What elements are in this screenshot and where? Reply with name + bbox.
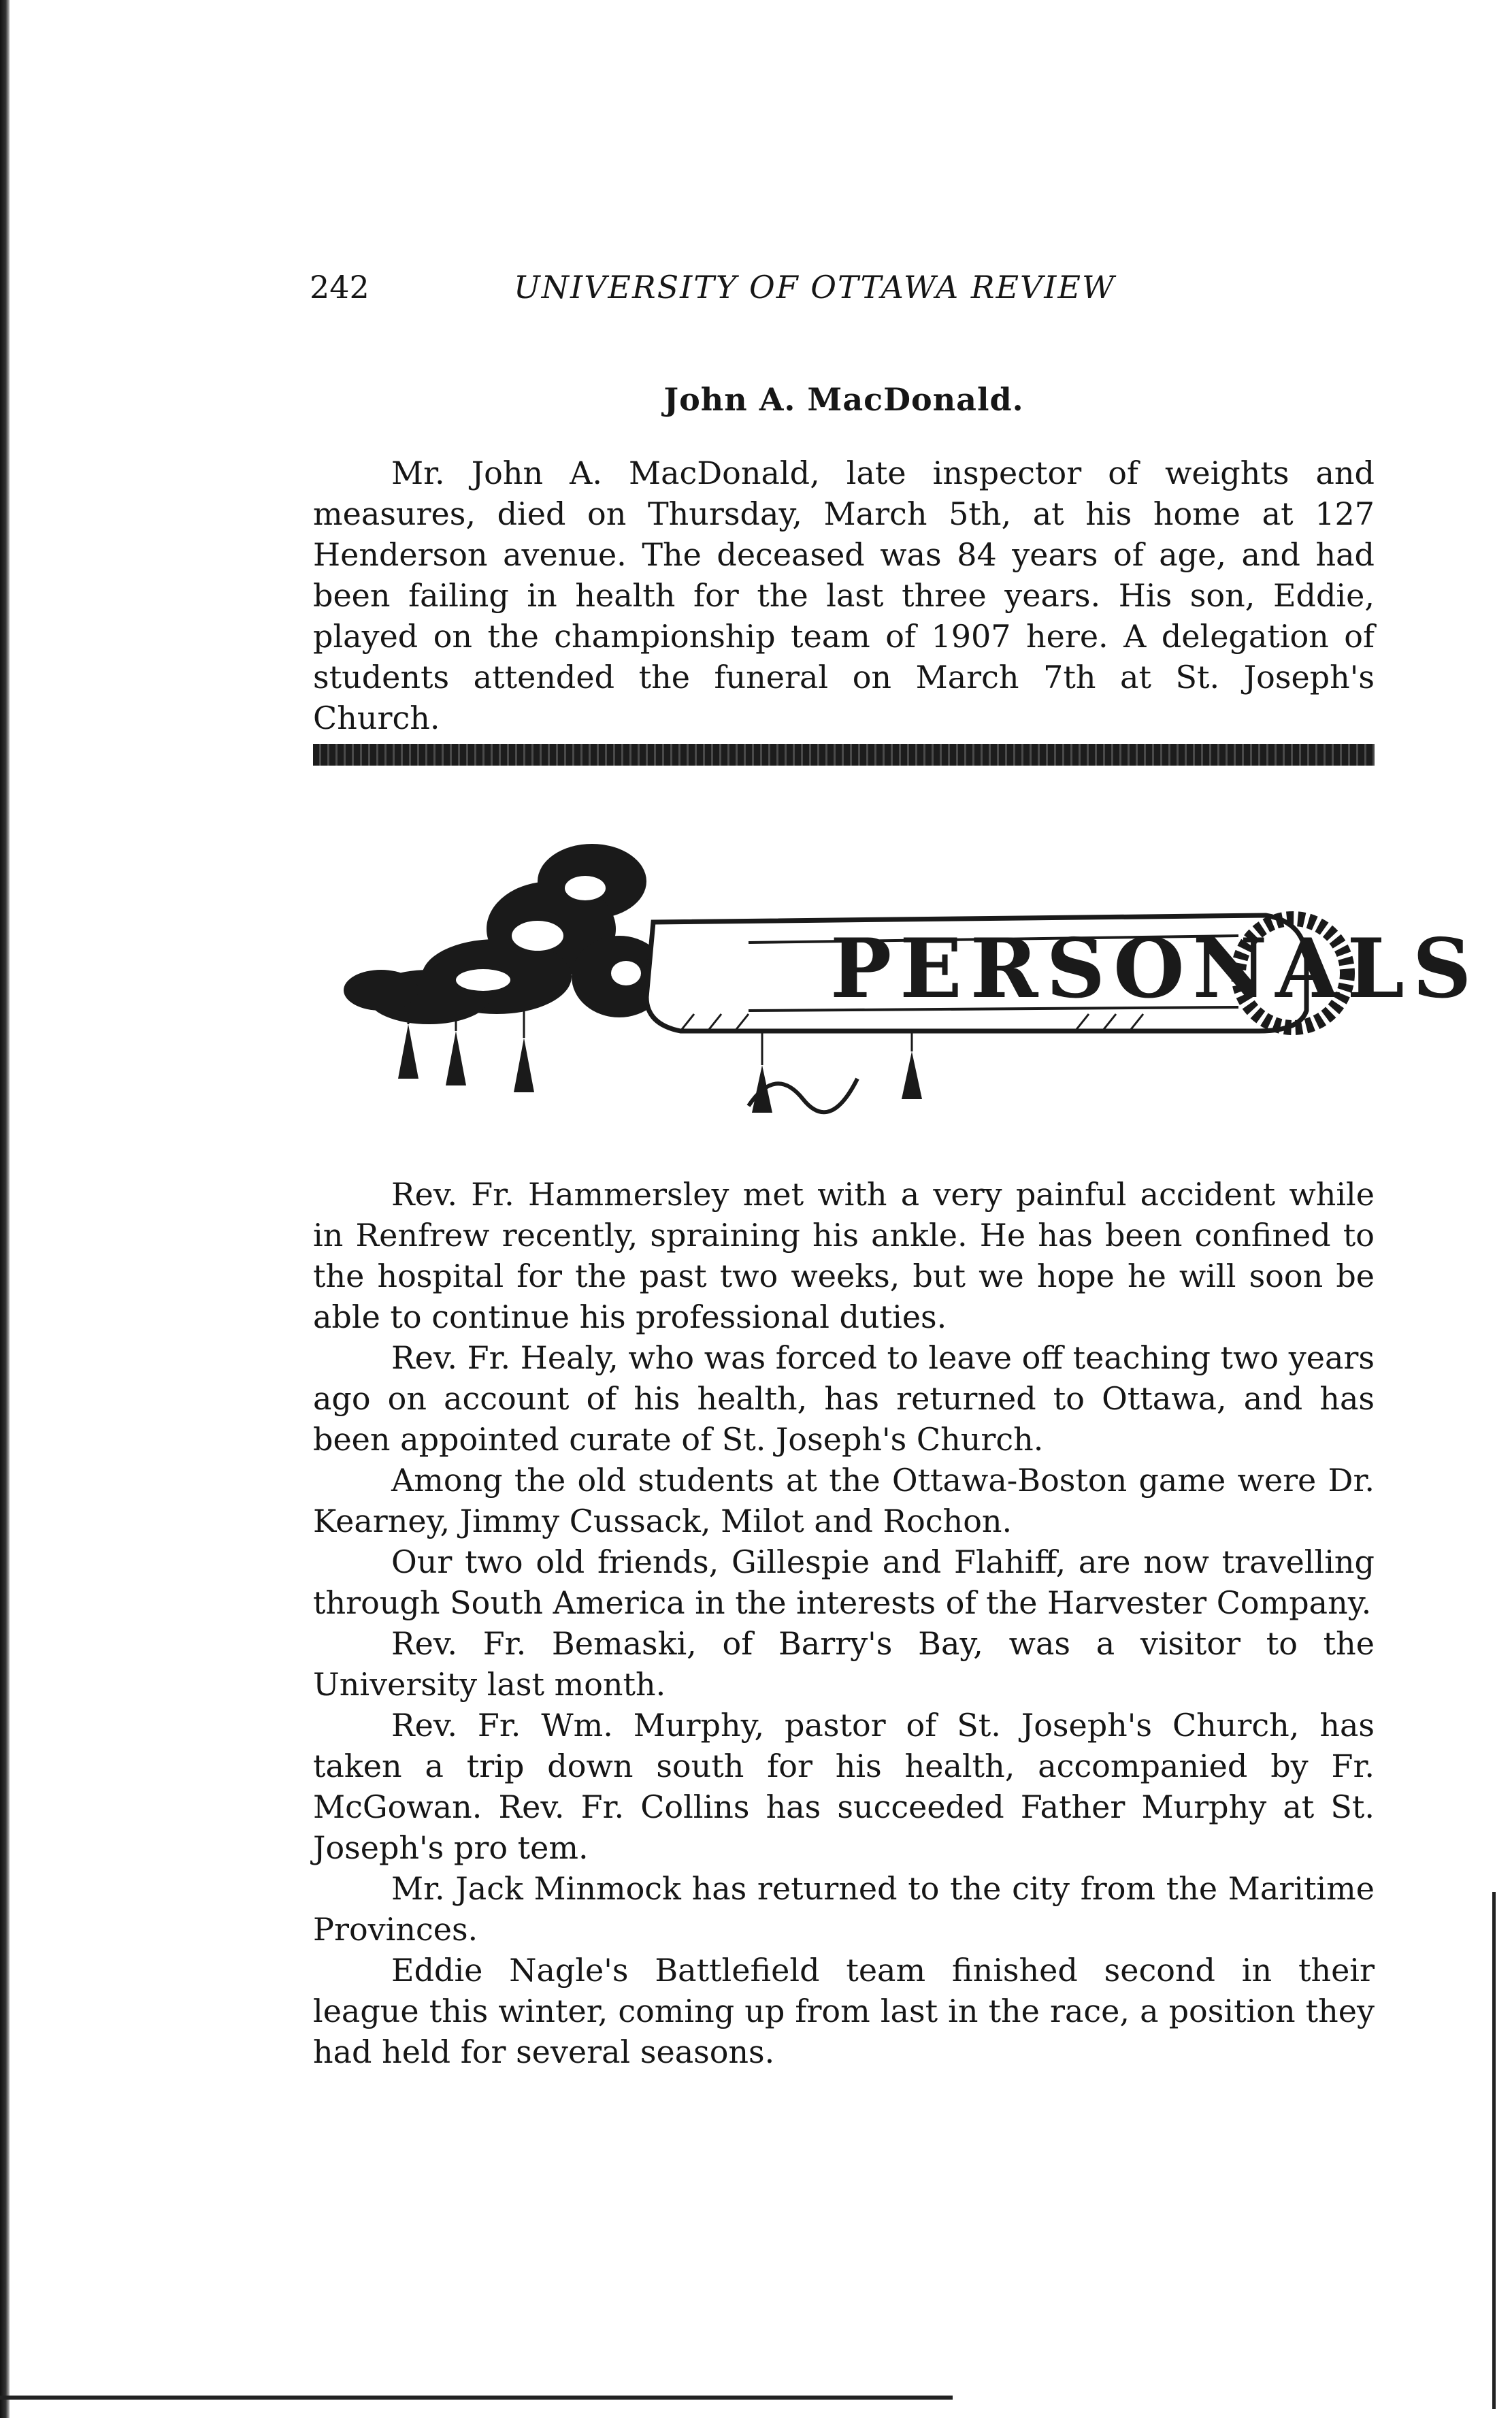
personal-item: Rev. Fr. Wm. Murphy, pastor of St. Joseph's Church, has taken a trip down south for his health, accompanied by Fr. McGowan. Rev. Fr. Collins has succeeded Father Murphy at St. Joseph's pro tem. <box>313 1707 1375 1866</box>
personal-item: Rev. Fr. Healy, who was forced to leave off teaching two years ago on account of his health, has returned to Ottawa, and has been appointed curate of St. Joseph's Church. <box>313 1339 1375 1458</box>
personal-item: Rev. Fr. Hammersley met with a very painful accident while in Renfrew recently, spraining his ankle. He has been confined to the hospital for the past two weeks, but we hope he will soon be able to continue his professional duties. <box>313 1176 1375 1335</box>
personal-item: Eddie Nagle's Battlefield team finished second in their league this winter, coming up from last in the race, a position they had held for several seasons. <box>313 1952 1375 2070</box>
section-divider-rule <box>313 744 1375 766</box>
personals-banner <box>327 806 1480 1154</box>
personal-item: Rev. Fr. Bemaski, of Barry's Bay, was a visitor to the University last month. <box>313 1625 1375 1703</box>
page-edge-bottom <box>0 2396 953 2400</box>
journal-title: UNIVERSITY OF OTTAWA REVIEW <box>514 269 1116 306</box>
running-head <box>310 269 1208 316</box>
page-edge-left <box>0 0 10 2418</box>
page-number: 242 <box>310 269 369 306</box>
personal-item: Mr. Jack Minmock has returned to the city from the Maritime Provinces. <box>313 1870 1375 1948</box>
banner-title: PERSONALS <box>830 921 1480 1017</box>
page-edge-right <box>1492 1892 1496 2409</box>
ornamental-banner-illustration-icon <box>327 806 1480 1154</box>
personals-section <box>313 1174 1375 2072</box>
obituary-body: Mr. John A. MacDonald, late inspector of weights and measures, died on Thursday, March 5th, at his home at 127 Henderson avenue. The deceased was 84 years of age, and had been failing in health for the last three years. His son, Eddie, played on the championship team of 1907 here. A delegation of students attended the funeral on March 7th at St. Joseph's Church. <box>313 455 1375 736</box>
obituary-heading: John A. MacDonald. <box>663 381 1024 418</box>
personal-item: Among the old students at the Ottawa-Boston game were Dr. Kearney, Jimmy Cussack, Milot and Rochon. <box>313 1462 1375 1539</box>
personal-item: Our two old friends, Gillespie and Flahiff, are now travelling through South America in the interests of the Harvester Company. <box>313 1543 1375 1621</box>
